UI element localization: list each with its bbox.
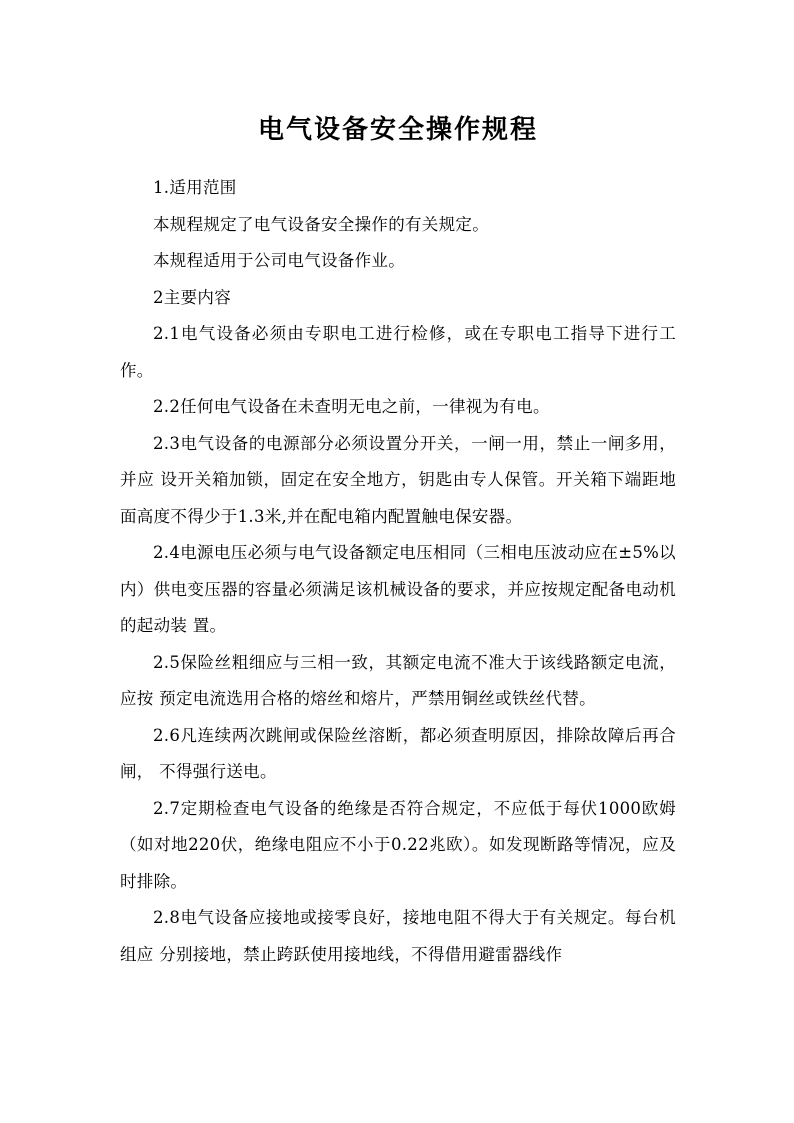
section-heading-scope: 1.适用范围 bbox=[153, 178, 237, 197]
section-heading-main-content: 2主要内容 bbox=[153, 287, 231, 307]
clause-2-8: 2.8电气设备应接地或接零良好，接地电阻不得大于有关规定。每台机组应 分别接地，禁止跨跃使用接地线，不得借用避雷器线作 bbox=[120, 908, 676, 964]
clause-2-7: 2.7定期检查电气设备的绝缘是否符合规定，不应低于每伏1000欧姆（如对地220伏，绝缘电阻应不小于0.22兆欧）。如发现断路等情况，应及时排除。 bbox=[120, 798, 676, 891]
document-title: 电气设备安全操作规程 bbox=[257, 115, 538, 145]
clause-2-4: 2.4电源电压必须与电气设备额定电压相同（三相电压波动应在±5%以内）供电变压器的容量必须满足该机械设备的要求，并应按规定配备电动机的起动装 置。 bbox=[120, 543, 676, 635]
paragraph: 本规程适用于公司电气设备作业。 bbox=[153, 251, 405, 270]
clause-2-3: 2.3电气设备的电源部分必须设置分开关，一闸一用，禁止一闸多用，并应 设开关箱加锁，固定在安全地方，钥匙由专人保管。开关箱下端距地面高度不得少于1.3米,并在配电箱内配置触电保安器。 bbox=[120, 433, 676, 526]
paragraph: 本规程规定了电气设备安全操作的有关规定。 bbox=[153, 214, 489, 234]
clause-2-1: 2.1电气设备必须由专职电工进行检修，或在专职电工指导下进行工作。 bbox=[120, 324, 676, 380]
clause-2-5: 2.5保险丝粗细应与三相一致，其额定电流不准大于该线路额定电流，应按 预定电流选用合格的熔丝和熔片，严禁用铜丝或铁丝代替。 bbox=[120, 652, 676, 708]
clause-2-6: 2.6凡连续两次跳闸或保险丝溶断，都必须查明原因，排除故障后再合闸， 不得强行送电。 bbox=[120, 725, 676, 781]
clause-2-2: 2.2任何电气设备在未查明无电之前，一律视为有电。 bbox=[153, 397, 550, 416]
